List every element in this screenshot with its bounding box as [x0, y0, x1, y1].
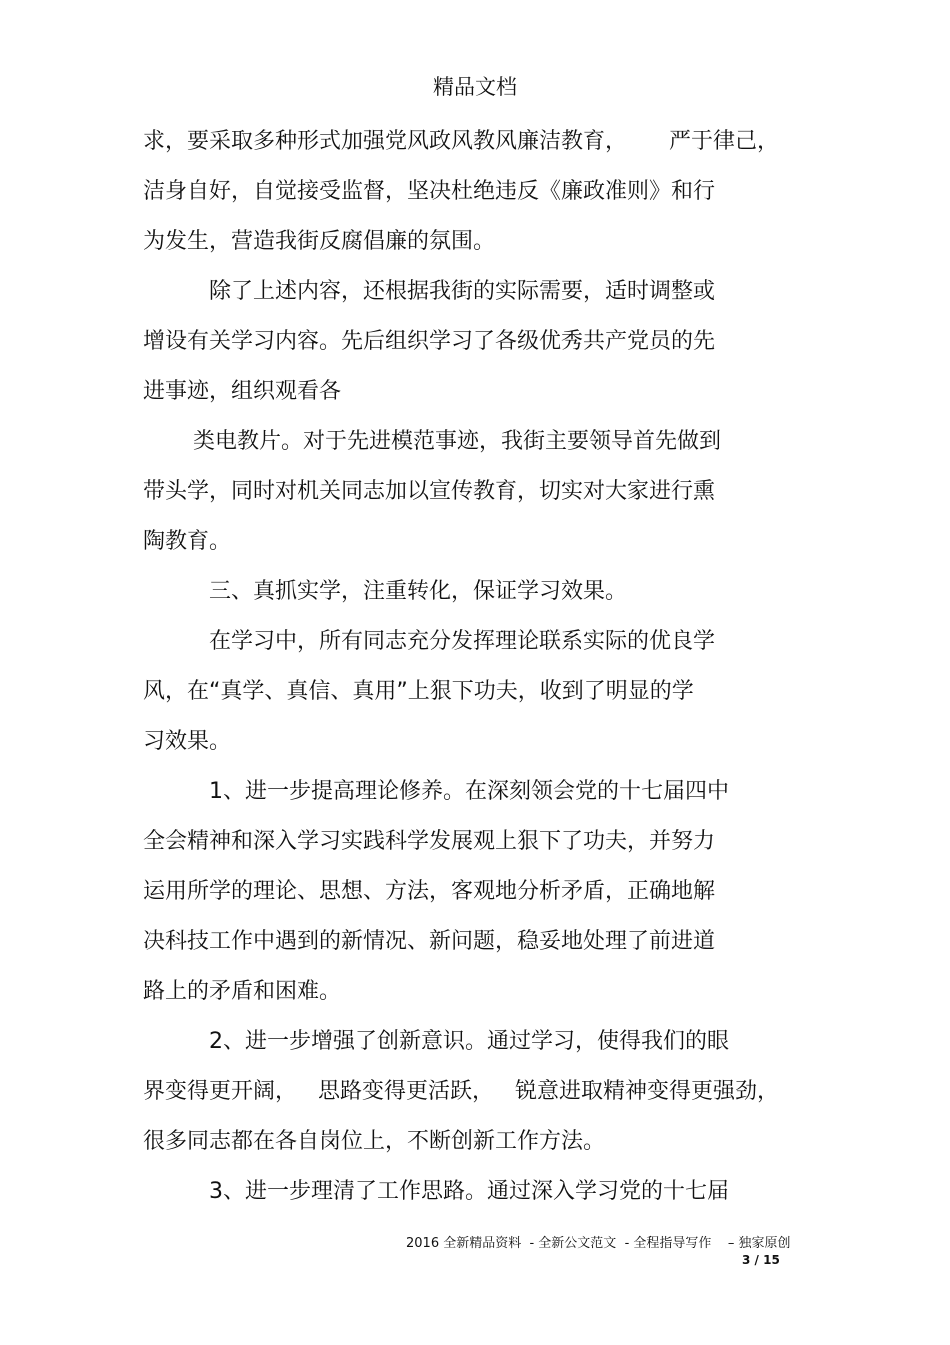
text-line: 洁身自好，自觉接受监督，坚决杜绝违反《廉政准则》和行: [143, 179, 716, 204]
text-line: 带头学，同时对机关同志加以宣传教育，切实对大家进行熏: [143, 479, 716, 504]
text-line: 风，在“真学、真信、真用”上狠下功夫，收到了明显的学: [143, 679, 694, 704]
text-line: 1、进一步提高理论修养。在深刻领会党的十七届四中: [209, 779, 729, 804]
text-line: 界变得更开阔， 思路变得更活跃， 锐意进取精神变得更强劲，: [143, 1079, 779, 1104]
text-line: 全会精神和深入学习实践科学发展观上狠下了功夫，并努力: [143, 829, 716, 854]
text-line: 3、进一步理清了工作思路。通过深入学习党的十七届: [209, 1179, 729, 1204]
section-heading: 三、真抓实学，注重转化，保证学习效果。: [209, 579, 628, 604]
page-header-title: 精品文档: [433, 75, 517, 99]
text-line: 陶教育。: [143, 529, 232, 554]
text-line: 增设有关学习内容。先后组织学习了各级优秀共产党员的先: [143, 329, 716, 354]
text-line: 求，要采取多种形式加强党风政风教风廉洁教育， 严于律己，: [143, 129, 779, 154]
text-line: 运用所学的理论、思想、方法，客观地分析矛盾，正确地解: [143, 879, 716, 904]
text-line: 很多同志都在各自岗位上，不断创新工作方法。: [143, 1129, 606, 1154]
text-line: 为发生，营造我街反腐倡廉的氛围。: [143, 229, 496, 254]
text-line: 路上的矛盾和困难。: [143, 979, 342, 1004]
text-line: 2、进一步增强了创新意识。通过学习，使得我们的眼: [209, 1029, 729, 1054]
text-line: 进事迹，组织观看各: [143, 379, 342, 404]
text-line: 除了上述内容，还根据我街的实际需要，适时调整或: [209, 279, 716, 304]
text-line: 习效果。: [143, 729, 232, 754]
text-line: 在学习中，所有同志充分发挥理论联系实际的优良学: [209, 629, 716, 654]
page-number: 3 / 15: [742, 1253, 780, 1267]
text-line: 决科技工作中遇到的新情况、新问题，稳妥地处理了前进道: [143, 929, 716, 954]
text-line: 类电教片。对于先进模范事迹，我街主要领导首先做到: [193, 429, 722, 454]
footer-caption: 2016 全新精品资料 - 全新公文范文 - 全程指导写作 – 独家原创: [406, 1236, 791, 1251]
